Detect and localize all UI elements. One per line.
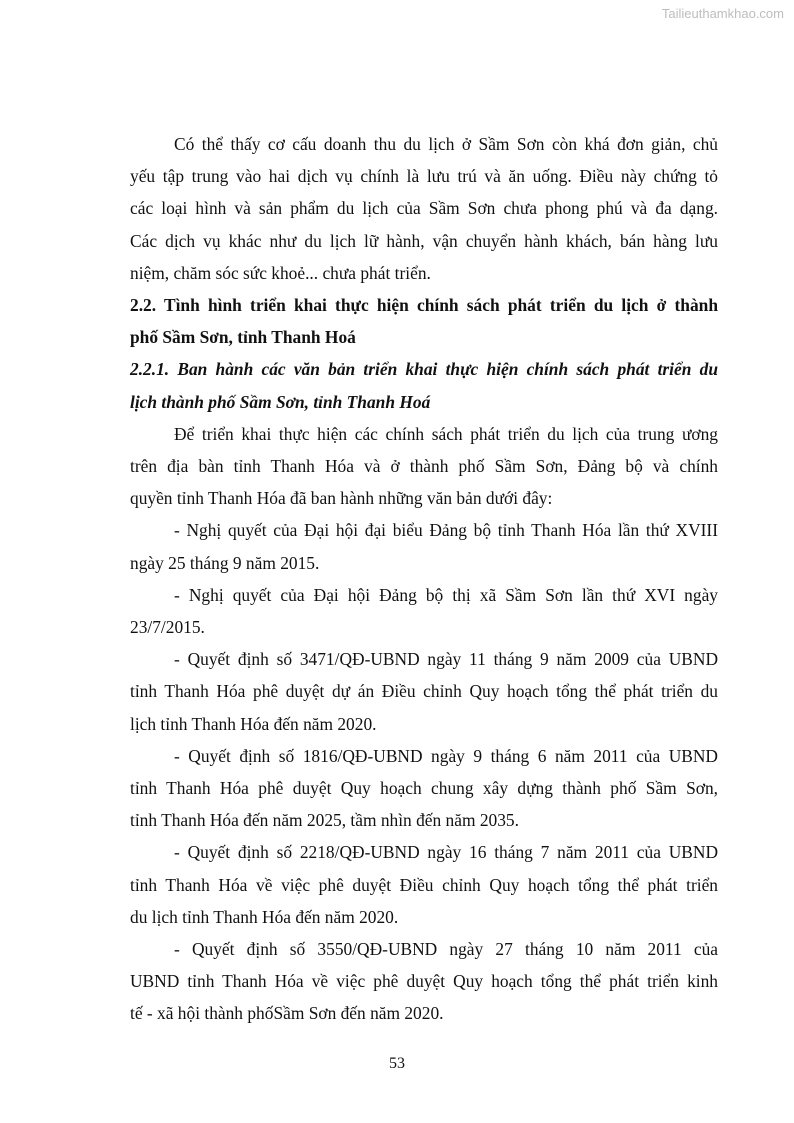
text-line: ngày 25 tháng 9 năm 2015. [130, 552, 320, 573]
text-line: - Nghị quyết của Đại hội đại biểu Đảng bộ tỉnh Thanh Hóa lần thứ XVIII [174, 520, 718, 541]
text-line: UBND tỉnh Thanh Hóa về việc phê duyệt Quy hoạch tổng thể phát triển kinh [130, 971, 718, 992]
document-page [130, 128, 718, 1030]
text-line: - Quyết định số 3550/QĐ-UBND ngày 27 tháng 10 năm 2011 của [174, 939, 718, 960]
text-line: yếu tập trung vào hai dịch vụ chính là lưu trú và ăn uống. Điều này chứng tỏ [130, 166, 718, 187]
paragraph-intro [130, 128, 718, 289]
text-line: tỉnh Thanh Hóa phê duyệt dự án Điều chỉnh Quy hoạch tổng thể phát triển du [130, 681, 718, 702]
text-line: trên địa bàn tỉnh Thanh Hóa và ở thành phố Sầm Sơn, Đảng bộ và chính [130, 456, 718, 477]
paragraph-lead [130, 418, 718, 515]
text-line: tỉnh Thanh Hóa về việc phê duyệt Điều chỉnh Quy hoạch tổng thể phát triển [130, 874, 718, 895]
text-line: niệm, chăm sóc sức khoẻ... chưa phát triển. [130, 262, 431, 283]
text-line: 23/7/2015. [130, 617, 205, 638]
document-item-6 [130, 933, 718, 1030]
heading-line: 2.2. Tình hình triển khai thực hiện chính sách phát triển du lịch ở thành [130, 295, 718, 316]
heading-line: phố Sầm Sơn, tỉnh Thanh Hoá [130, 327, 356, 348]
text-line: - Quyết định số 2218/QĐ-UBND ngày 16 tháng 7 năm 2011 của UBND [174, 842, 718, 863]
text-line: Để triển khai thực hiện các chính sách phát triển du lịch của trung ương [174, 423, 718, 444]
section-heading-2-2 [130, 289, 718, 353]
text-line: - Quyết định số 1816/QĐ-UBND ngày 9 tháng 6 năm 2011 của UBND [174, 745, 718, 766]
document-item-1 [130, 514, 718, 578]
text-line: du lịch tỉnh Thanh Hóa đến năm 2020. [130, 906, 399, 927]
text-line: quyền tỉnh Thanh Hóa đã ban hành những văn bản dưới đây: [130, 488, 553, 509]
text-line: các loại hình và sản phẩm du lịch của Sầm Sơn chưa phong phú và đa dạng. [130, 198, 718, 219]
page-number: 53 [389, 1055, 405, 1072]
watermark: Tailieuthamkhao.com [661, 6, 784, 21]
text-line: - Nghị quyết của Đại hội Đảng bộ thị xã Sầm Sơn lần thứ XVI ngày [174, 584, 718, 605]
document-item-2 [130, 579, 718, 643]
document-item-3 [130, 643, 718, 740]
text-line: Có thể thấy cơ cấu doanh thu du lịch ở Sầm Sơn còn khá đơn giản, chủ [174, 134, 718, 154]
text-line: tỉnh Thanh Hóa đến năm 2025, tầm nhìn đến năm 2035. [130, 810, 519, 831]
text-line: Các dịch vụ khác như du lịch lữ hành, vận chuyển hành khách, bán hàng lưu [130, 230, 718, 251]
document-item-5 [130, 836, 718, 933]
heading-line: 2.2.1. Ban hành các văn bản triển khai thực hiện chính sách phát triển du [130, 359, 718, 380]
text-line: tỉnh Thanh Hóa phê duyệt Quy hoạch chung xây dựng thành phố Sầm Sơn, [130, 778, 718, 799]
section-heading-2-2-1 [130, 353, 718, 417]
heading-line: lịch thành phố Sầm Sơn, tỉnh Thanh Hoá [130, 391, 431, 412]
document-item-4 [130, 740, 718, 837]
text-line: lịch tỉnh Thanh Hóa đến năm 2020. [130, 713, 377, 734]
text-line: - Quyết định số 3471/QĐ-UBND ngày 11 tháng 9 năm 2009 của UBND [174, 649, 718, 670]
text-line: tế - xã hội thành phốSầm Sơn đến năm 2020. [130, 1003, 444, 1024]
